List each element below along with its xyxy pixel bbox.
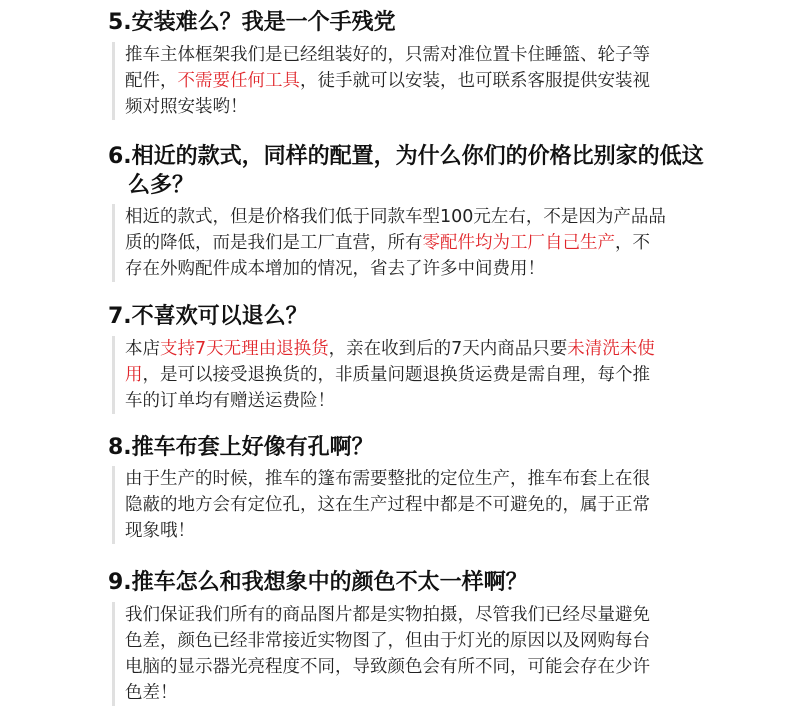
answer-highlight: 不需要任何工具 xyxy=(177,71,300,91)
answer-highlight: 用 xyxy=(125,365,143,385)
answer-text: 相近的款式，但是价格我们低于同款车型100元左右，不是因为产品品 xyxy=(125,207,666,227)
answer-text: 质的降低，而是我们是工厂直营，所有 xyxy=(125,233,423,253)
answer-line xyxy=(125,362,747,388)
answer-highlight: 支持7天无理由退换货 xyxy=(160,339,329,359)
answer-line xyxy=(125,492,747,518)
faq-question-6-cont: 么多？ xyxy=(128,173,195,198)
answer-line xyxy=(125,42,747,68)
faq-answer-7 xyxy=(112,336,747,414)
answer-text: ，是可以接受退换货的，非质量问题退换货运费是需自理，每个推 xyxy=(142,365,650,385)
answer-text: 配件， xyxy=(125,71,178,91)
answer-text: 我们保证我们所有的商品图片都是实物拍摄，尽管我们已经尽量避免 xyxy=(125,605,650,625)
faq-answer-6 xyxy=(112,204,747,282)
answer-line xyxy=(125,602,747,628)
answer-text: ，徒手就可以安装，也可联系客服提供安装视 xyxy=(300,71,650,91)
answer-text: 色差！ xyxy=(125,683,178,703)
answer-line xyxy=(125,518,747,544)
answer-line xyxy=(125,628,747,654)
faq-question-5: 5.安装难么？我是一个手残党 xyxy=(108,10,396,35)
answer-line xyxy=(125,94,747,120)
answer-text: 推车主体框架我们是已经组装好的，只需对准位置卡住睡篮、轮子等 xyxy=(125,45,650,65)
faq-answer-5 xyxy=(112,42,747,120)
answer-text: 存在外购配件成本增加的情况，省去了许多中间费用！ xyxy=(125,259,545,279)
answer-text: 电脑的显示器光亮程度不同，导致颜色会有所不同，可能会存在少许 xyxy=(125,657,650,677)
faq-question-7: 7.不喜欢可以退么？ xyxy=(108,304,308,329)
answer-text: 车的订单均有赠送运费险！ xyxy=(125,391,335,411)
faq-question-9: 9.推车怎么和我想象中的颜色不太一样啊？ xyxy=(108,570,528,595)
answer-line xyxy=(125,256,747,282)
answer-line xyxy=(125,68,747,94)
faq-question-8: 8.推车布套上好像有孔啊？ xyxy=(108,435,374,460)
answer-text: 由于生产的时候，推车的篷布需要整批的定位生产，推车布套上在很 xyxy=(125,469,650,489)
answer-line xyxy=(125,204,747,230)
faq-question-6: 6.相近的款式，同样的配置，为什么你们的价格比别家的低这 xyxy=(108,144,704,169)
answer-line xyxy=(125,230,747,256)
answer-line xyxy=(125,654,747,680)
answer-text: 频对照安装哟！ xyxy=(125,97,248,117)
faq-answer-8 xyxy=(112,466,747,544)
answer-text: ，亲在收到后的7天内商品只要 xyxy=(328,339,568,359)
answer-line xyxy=(125,336,747,362)
answer-highlight: 零配件均为工厂自己生产 xyxy=(422,233,615,253)
answer-text: 色差，颜色已经非常接近实物图了，但由于灯光的原因以及网购每台 xyxy=(125,631,650,651)
answer-highlight: 未清洗未使 xyxy=(567,339,655,359)
answer-line xyxy=(125,388,747,414)
answer-line xyxy=(125,680,747,706)
faq-answer-9 xyxy=(112,602,747,706)
answer-text: 隐蔽的地方会有定位孔，这在生产过程中都是不可避免的，属于正常 xyxy=(125,495,650,515)
answer-text: 现象哦！ xyxy=(125,521,195,541)
answer-line xyxy=(125,466,747,492)
answer-text: 本店 xyxy=(125,339,160,359)
answer-text: ，不 xyxy=(615,233,650,253)
